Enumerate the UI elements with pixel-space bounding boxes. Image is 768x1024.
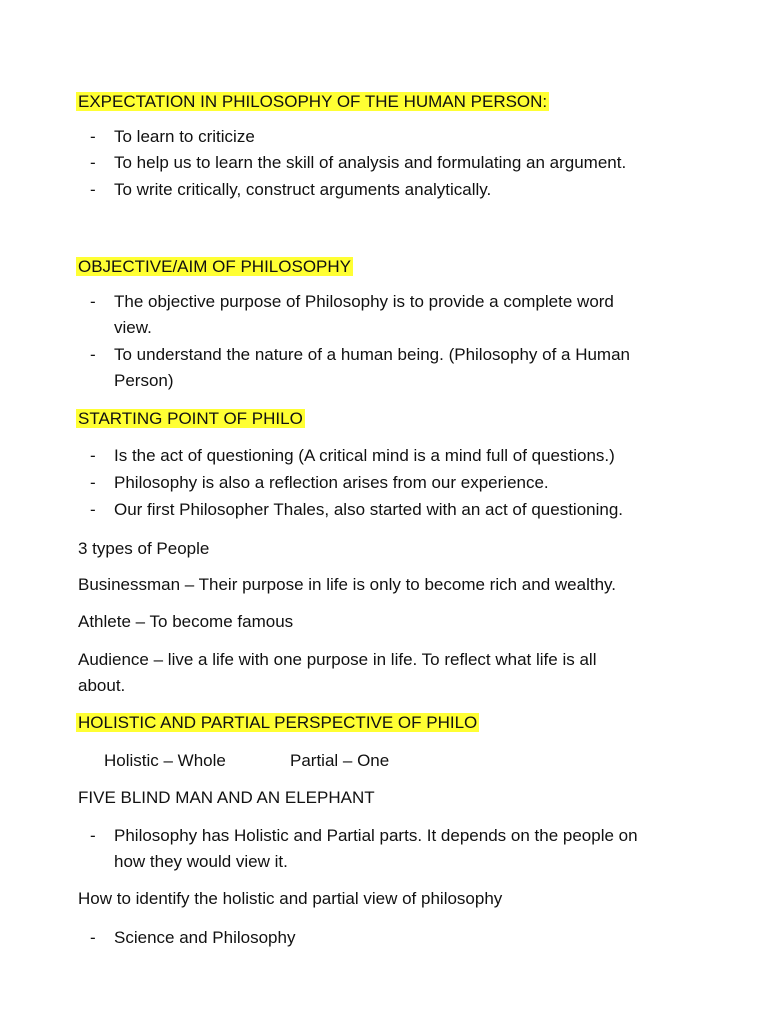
list-item: Is the act of questioning (A critical mind is a mind full of questions.)	[114, 446, 615, 465]
list-item-continuation: view.	[114, 318, 152, 337]
bullet-dash: -	[90, 180, 96, 199]
list-item: To learn to criticize	[114, 127, 255, 146]
bullet-dash: -	[90, 473, 96, 492]
list-item: To write critically, construct arguments analytically.	[114, 180, 492, 199]
section-heading-starting-point: STARTING POINT OF PHILO	[78, 409, 303, 428]
section-heading-holistic: HOLISTIC AND PARTIAL PERSPECTIVE OF PHILO	[78, 713, 478, 732]
list-item: Science and Philosophy	[114, 928, 296, 947]
partial-definition: Partial – One	[290, 751, 390, 770]
list-item: To understand the nature of a human being. (Philosophy of a Human	[114, 345, 631, 364]
paragraph-line: Athlete – To become famous	[78, 612, 294, 631]
paragraph-title-elephant: FIVE BLIND MAN AND AN ELEPHANT	[78, 788, 375, 807]
list-item: Philosophy has Holistic and Partial parts. It depends on the people on	[114, 826, 638, 845]
list-item: Philosophy is also a reflection arises from our experience.	[114, 473, 549, 492]
section-heading-objective: OBJECTIVE/AIM OF PHILOSOPHY	[78, 257, 351, 276]
bullet-dash: -	[90, 345, 96, 364]
bullet-dash: -	[90, 446, 96, 465]
list-item-continuation: how they would view it.	[114, 852, 288, 871]
bullet-dash: -	[90, 292, 96, 311]
list-item: The objective purpose of Philosophy is to provide a complete word	[114, 292, 614, 311]
bullet-dash: -	[90, 127, 96, 146]
holistic-definition: Holistic – Whole	[104, 751, 226, 770]
list-item: To help us to learn the skill of analysis and formulating an argument.	[114, 153, 627, 172]
bullet-dash: -	[90, 153, 96, 172]
list-item-continuation: Person)	[114, 371, 174, 390]
list-item: Our first Philosopher Thales, also started with an act of questioning.	[114, 500, 624, 519]
paragraph-line: Businessman – Their purpose in life is only to become rich and wealthy.	[78, 575, 616, 594]
paragraph-line-continuation: about.	[78, 676, 126, 695]
bullet-dash: -	[90, 500, 96, 519]
paragraph-line: Audience – live a life with one purpose in life. To reflect what life is all	[78, 650, 597, 669]
section-heading-expectation: EXPECTATION IN PHILOSOPHY OF THE HUMAN PERSON:	[78, 92, 548, 111]
bullet-dash: -	[90, 928, 96, 947]
bullet-dash: -	[90, 826, 96, 845]
paragraph-title-types: 3 types of People	[78, 539, 210, 558]
paragraph-title-identify: How to identify the holistic and partial view of philosophy	[78, 889, 503, 908]
